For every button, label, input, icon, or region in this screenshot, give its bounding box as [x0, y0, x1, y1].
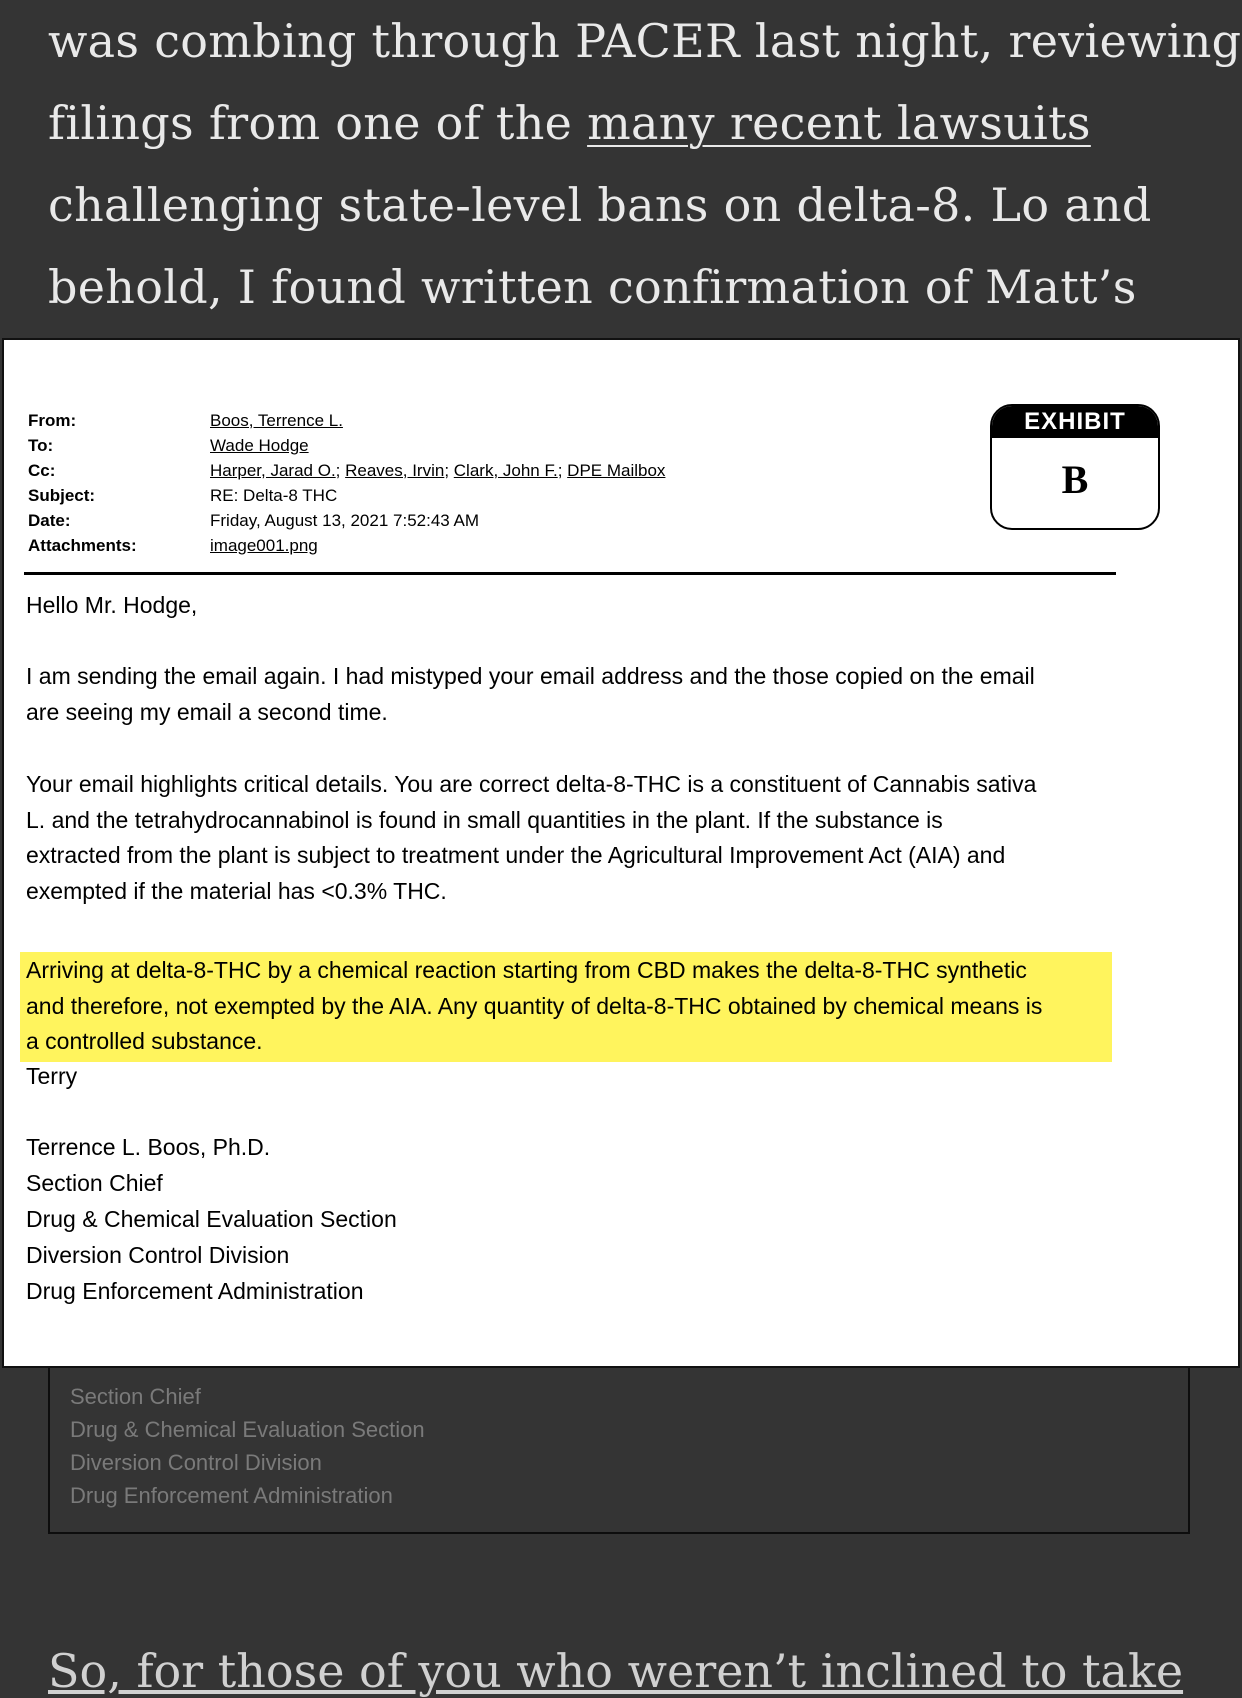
- paragraph-line: L. and the tetrahydrocannabinol is found in small quantities in the plant. If the substance is: [26, 806, 943, 833]
- paragraph-line: I am sending the email again. I had mistyped your email address and the those copied on the email: [26, 663, 1035, 689]
- highlighted-line: and therefore, not exempted by the AIA. Any quantity of delta-8-THC obtained by chemical means is: [26, 992, 1043, 1019]
- highlighted-line: a controlled substance.: [26, 1028, 263, 1054]
- article-cutoff-line: So, for those of you who weren’t inclined to take: [48, 1644, 1184, 1698]
- article-line: challenging state-level bans on delta-8. Lo and: [48, 178, 1152, 232]
- from-value: Boos, Terrence L.: [210, 410, 343, 430]
- from-label: From:: [28, 410, 77, 430]
- article-line: behold, I found written confirmation of Matt’s: [48, 260, 1137, 314]
- greeting: [26, 588, 1126, 624]
- cc-recipient: Clark, John F.: [453, 460, 558, 480]
- signature-title: Section Chief: [26, 1170, 163, 1196]
- email-exhibit-document[interactable]: [2, 338, 1240, 1368]
- paragraph-line: are seeing my email a second time.: [26, 698, 388, 725]
- cc-separator: ;: [557, 460, 568, 480]
- cc-recipient: DPE Mailbox: [567, 460, 666, 480]
- attachment-value: image001.png: [210, 535, 318, 555]
- highlighted-line: Arriving at delta-8-THC by a chemical reaction starting from CBD makes the delta-8-THC synthetic: [26, 957, 1027, 983]
- paragraph-resend: [26, 659, 1126, 730]
- cc-value: [210, 461, 665, 481]
- paragraph-line: exempted if the material has <0.3% THC.: [26, 877, 447, 904]
- paragraph-details: [26, 767, 1126, 909]
- signature-agency: Drug Enforcement Administration: [26, 1278, 364, 1304]
- attachments-label: Attachments:: [28, 535, 137, 555]
- article-line-text: filings from one of the: [48, 96, 588, 150]
- sign-off-text: Terry: [26, 1063, 78, 1089]
- bg-signature-line: Drug Enforcement Administration: [70, 1483, 393, 1508]
- subject-value: RE: Delta-8 THC: [210, 485, 338, 505]
- date-value: Friday, August 13, 2021 7:52:43 AM: [210, 510, 480, 530]
- cc-recipient: Reaves, Irvin: [345, 460, 445, 480]
- to-label: To:: [28, 435, 54, 455]
- to-value: Wade Hodge: [210, 435, 309, 455]
- signature-division: Diversion Control Division: [26, 1242, 290, 1268]
- signature-name: Terrence L. Boos, Ph.D.: [26, 1134, 271, 1160]
- date-label: Date:: [28, 510, 71, 530]
- subject-label: Subject:: [28, 485, 96, 505]
- exhibit-letter: B: [1061, 457, 1089, 502]
- article-line: [48, 82, 1208, 164]
- highlighted-paragraph: [26, 953, 1126, 1060]
- signature-block: [26, 1129, 1126, 1309]
- bg-signature-line: Drug & Chemical Evaluation Section: [70, 1417, 425, 1442]
- signature-section: Drug & Chemical Evaluation Section: [26, 1206, 397, 1232]
- article-line: was combing through PACER last night, reviewing: [48, 14, 1242, 68]
- article-body: [48, 0, 1242, 328]
- email-header: [28, 408, 665, 558]
- cc-label: Cc:: [28, 460, 56, 480]
- paragraph-line: Your email highlights critical details. You are correct delta-8-THC is a constituent of Cannabis sativa: [26, 771, 1037, 797]
- header-divider: [24, 572, 1116, 575]
- exhibit-title: EXHIBIT: [992, 406, 1158, 438]
- bg-signature-line: Section Chief: [70, 1384, 201, 1409]
- bg-signature-line: Diversion Control Division: [70, 1450, 322, 1475]
- greeting-text: Hello Mr. Hodge,: [26, 592, 198, 618]
- exhibit-sticker: [990, 404, 1160, 530]
- sign-off: [26, 1059, 1126, 1095]
- cc-separator: ;: [335, 460, 346, 480]
- cc-recipient: Harper, Jarad O.: [210, 460, 336, 480]
- lawsuits-link[interactable]: many recent lawsuits: [587, 96, 1091, 150]
- paragraph-line: extracted from the plant is subject to treatment under the Agricultural Improvement Act (AIA) and: [26, 842, 1006, 868]
- cc-separator: ;: [444, 460, 454, 480]
